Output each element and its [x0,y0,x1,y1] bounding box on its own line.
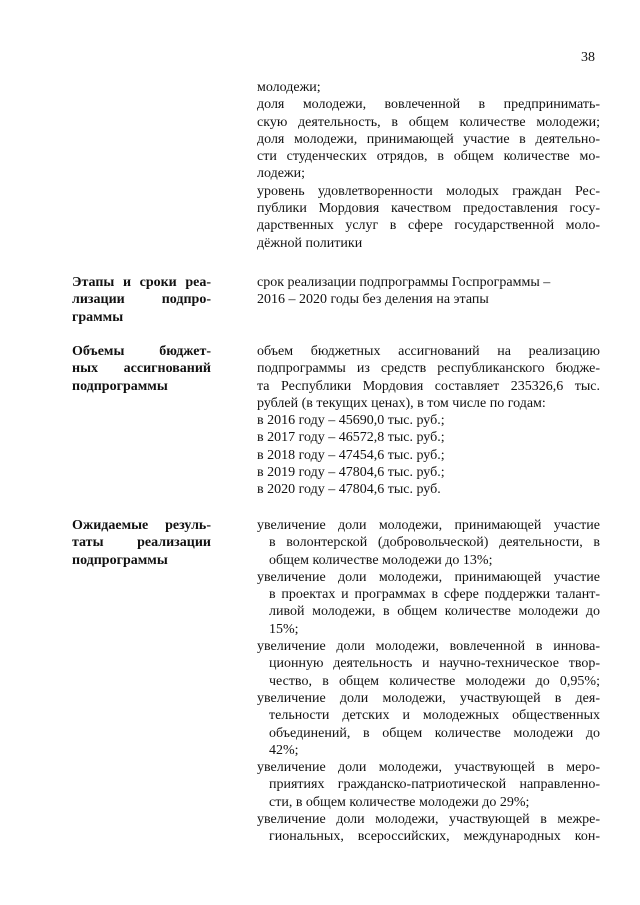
budget-year-line: в 2017 году – 46572,8 тыс. руб.; [257,430,445,446]
label-line: граммы [72,309,124,325]
text-line: молодежи; [257,80,321,95]
label-line: подпрограммы [72,378,168,394]
text-line: чество, в общем количестве молодежи до 0,95%; [269,673,600,689]
text-line: уровень удовлетворенности молодых граждан Рес- [257,183,600,199]
text-line: увеличение доли молодежи, принимающей участие [257,518,600,533]
budget-year-line: в 2016 году – 45690,0 тыс. руб.; [257,413,445,429]
label-line: Этапы и сроки реа- [72,275,211,290]
row-label-stages [72,274,211,326]
text-line: объем бюджетных ассигнований на реализацию [257,344,600,359]
text-line: скую деятельность, в общем количестве молодежи; [257,114,600,130]
text-line: рублей (в текущих ценах), в том числе по годам: [257,395,546,411]
budget-year-line: в 2019 году – 47804,6 тыс. руб.; [257,465,445,481]
text-line: срок реализации подпрограммы Госпрограммы – [257,275,551,290]
text-line: 2016 – 2020 годы без деления на этапы [257,292,489,308]
row-value-budget [257,343,600,499]
budget-year-line: в 2018 году – 47454,6 тыс. руб.; [257,447,445,463]
text-line: общем количестве молодежи до 13%; [269,552,493,568]
label-line: Ожидаемые резуль- [72,518,211,533]
text-line: публики Мордовия качеством предоставления госу- [257,201,600,217]
text-line: лодежи; [257,166,305,182]
label-line: Объемы бюджет- [72,344,211,359]
text-line: объединений, в общем количестве молодежи до [269,725,600,741]
row-value-results [257,517,600,846]
text-line: доля молодежи, принимающей участие в деятельно- [257,131,600,147]
text-line: дёжной политики [257,235,363,251]
text-line: тельности детских и молодежных общественных [269,708,600,724]
text-line: увеличение доли молодежи, вовлеченной в иннова- [257,639,600,655]
page-number: 38 [581,50,595,65]
text-line: подпрограммы из средств республиканского бюдже- [257,361,600,377]
text-line: сти, в общем количестве молодежи до 29%; [269,794,530,810]
continuation-text [257,79,600,252]
text-line: в волонтерской (добровольческой) деятельности, в [269,535,600,551]
budget-year-line: в 2020 году – 47804,6 тыс. руб. [257,482,441,498]
row-value-stages [257,274,600,309]
text-line: приятиях гражданско-патриотической направленно- [269,777,600,793]
text-line: увеличение доли молодежи, участвующей в межре- [257,812,600,828]
row-label-budget [72,343,211,395]
text-line: 15%; [269,621,299,637]
text-line: гиональных, всероссийских, международных кон- [269,829,600,845]
text-line: дарственных услуг в сфере государственной моло- [257,218,600,234]
text-line: доля молодежи, вовлеченной в предпринимать- [257,97,600,113]
text-line: ционную деятельность и научно-техническое твор- [269,656,600,672]
text-line: сти студенческих отрядов, в общем количестве мо- [257,149,600,165]
text-line: увеличение доли молодежи, участвующей в меро- [257,760,600,776]
text-line: ливой молодежи, в общем количестве молодежи до [269,604,600,620]
label-line: ных ассигнований [72,361,211,377]
label-line: лизации подпро- [72,292,211,308]
row-label-results [72,517,211,569]
text-line: та Республики Мордовия составляет 235326,6 тыс. [257,378,600,394]
label-line: подпрограммы [72,552,168,568]
text-line: в проектах и программах в сфере поддержки талант- [269,587,600,603]
text-line: увеличение доли молодежи, участвующей в дея- [257,690,600,706]
text-line: увеличение доли молодежи, принимающей участие [257,569,600,585]
label-line: таты реализации [72,535,211,551]
text-line: 42%; [269,742,299,758]
